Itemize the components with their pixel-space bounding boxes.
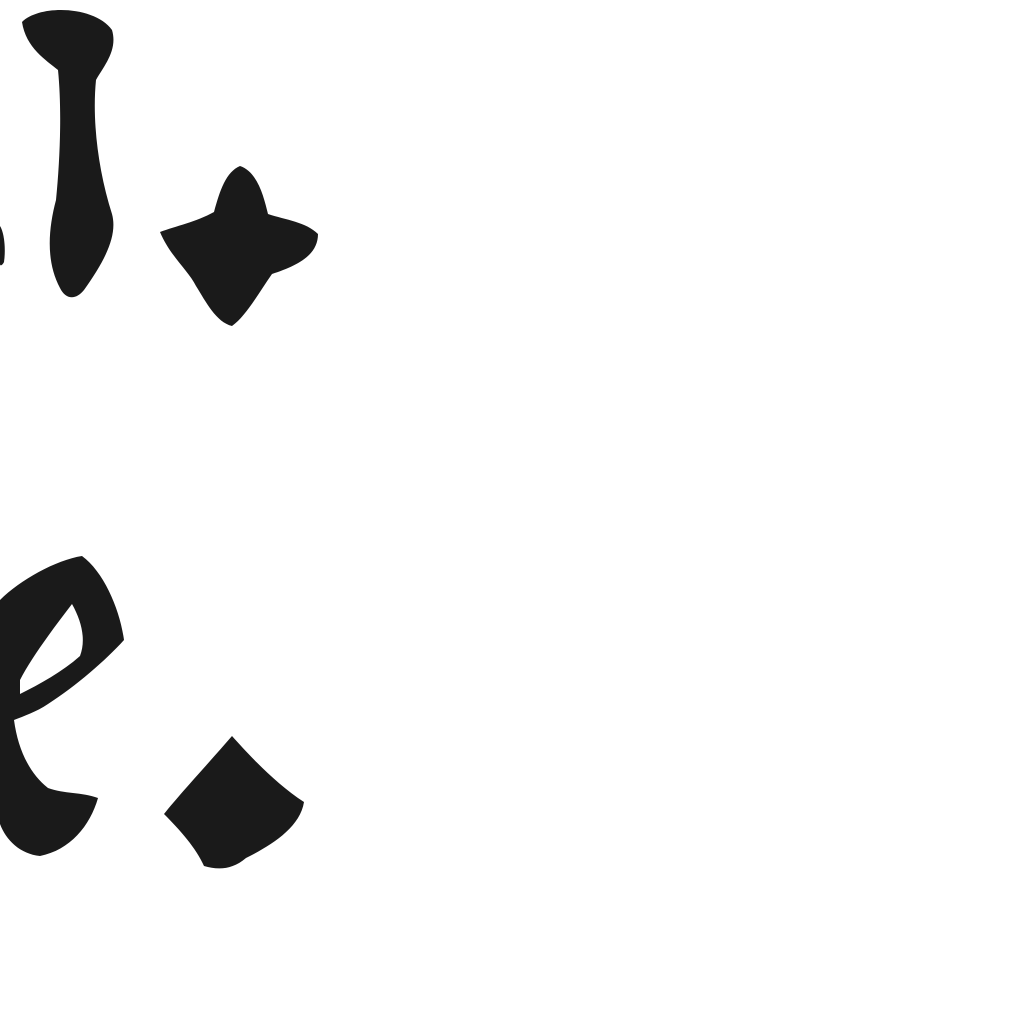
edge-ink-fragment xyxy=(0,226,5,265)
handwritten-glyphs-line-1 xyxy=(0,0,360,360)
handwritten-glyphs-line-2 xyxy=(0,530,360,890)
handwritten-line-1 xyxy=(0,0,360,360)
letter-e-stroke xyxy=(0,556,124,856)
line-1-text xyxy=(0,0,1,1)
line-2-text xyxy=(0,530,1,531)
handwritten-line-2 xyxy=(0,530,360,890)
letter-l-stroke xyxy=(22,10,113,297)
period-dot-1 xyxy=(160,166,318,326)
period-dot-2 xyxy=(164,736,304,868)
